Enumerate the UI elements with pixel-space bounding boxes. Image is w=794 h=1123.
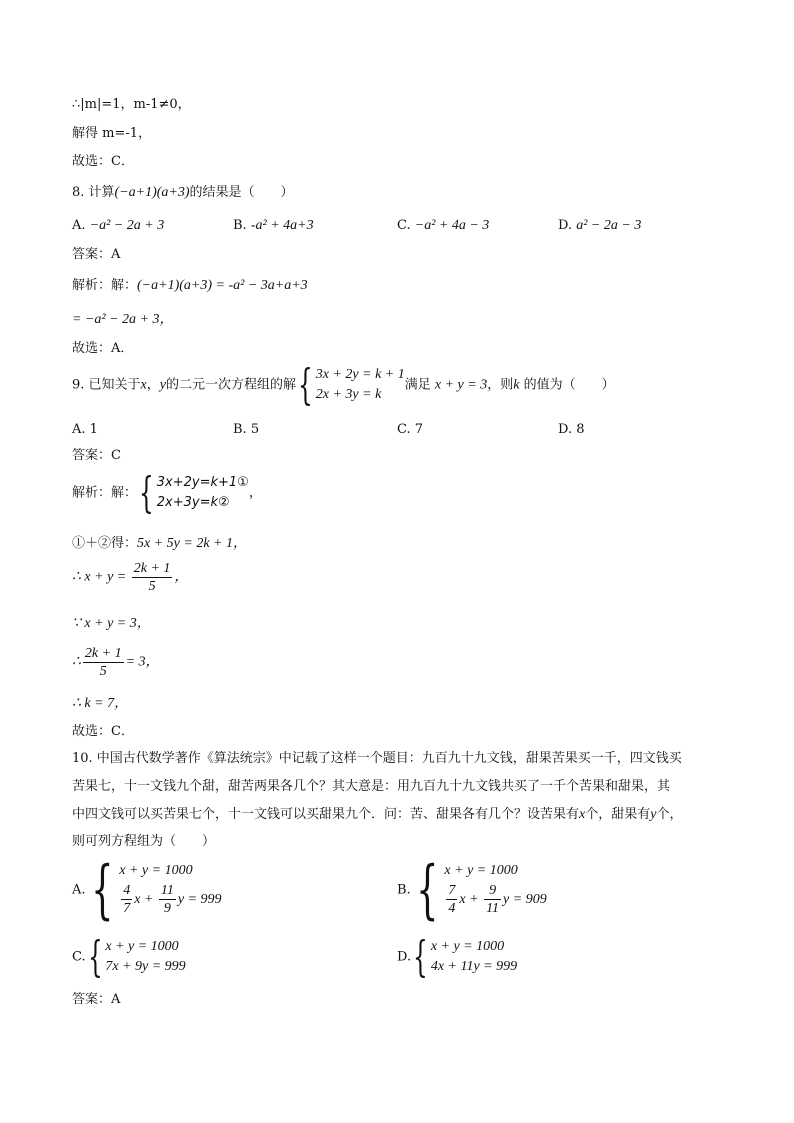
q10-stem-line4: 则可列方程组为（ ） bbox=[72, 834, 216, 849]
fraction bbox=[484, 882, 501, 917]
q10-stem-line2: 苦果七，十一文钱九个甜，甜苦两果各几个？其大意是：用九百九十九文钱共买了一千个苦果和甜果，其 bbox=[72, 779, 671, 794]
equation-2 bbox=[444, 881, 546, 919]
option-label: A. bbox=[72, 882, 86, 898]
q9-conclusion: 故选：C． bbox=[72, 724, 134, 739]
analysis-expression: (−a+1)(a+3) = -a² − 3a+a+3 bbox=[137, 278, 308, 293]
q8-analysis-step2: = −a² − 2a + 3， bbox=[72, 312, 174, 327]
q9-step-4 bbox=[72, 645, 160, 680]
option-label: B. bbox=[233, 218, 247, 233]
q9-equation-system bbox=[316, 365, 405, 405]
denominator: 5 bbox=[99, 664, 107, 679]
option-label: B. bbox=[233, 422, 247, 437]
prev-step-1: ∴|m|=1，m-1≠0， bbox=[72, 97, 191, 112]
q9-analysis: 解析：解：{ 3x+2y=k+1① 2x+3y=k② ， bbox=[72, 468, 262, 517]
equation-2: 7x + 9y = 999 bbox=[105, 959, 186, 974]
q8-expression: (−a+1)(a+3) bbox=[114, 185, 190, 200]
option-label: C. bbox=[397, 218, 411, 233]
q8-answer: 答案：A bbox=[72, 247, 121, 262]
analysis-system bbox=[157, 473, 249, 513]
option-label: A. bbox=[72, 422, 86, 437]
denominator: 4 bbox=[448, 901, 456, 917]
denominator: 5 bbox=[148, 579, 156, 594]
separator: ， bbox=[146, 377, 160, 393]
denominator: 9 bbox=[163, 901, 171, 917]
option-label: B. bbox=[397, 882, 411, 898]
var-k: k bbox=[513, 377, 520, 393]
term: y = 909 bbox=[503, 892, 547, 907]
numerator: 11 bbox=[160, 883, 174, 899]
step-suffix: = 3， bbox=[125, 654, 160, 670]
stem-text: 中四文钱可以买苦果七个，十一文钱可以买甜果九个．问：苦、甜果各有几个？设苦果有 bbox=[72, 807, 580, 822]
q10-answer: 答案：A bbox=[72, 992, 121, 1007]
option-expression: −a² + 4a − 3 bbox=[414, 218, 490, 233]
option-expression: −a² − 2a + 3 bbox=[89, 218, 165, 233]
equation-2: 2x + 3y = k bbox=[315, 387, 382, 402]
analysis-prefix: 解析：解： bbox=[72, 278, 138, 293]
var-x: x bbox=[140, 377, 147, 393]
term: x + bbox=[134, 892, 157, 907]
option-system bbox=[431, 937, 517, 977]
q8-stem-prefix: 8. 计算 bbox=[72, 185, 115, 200]
option-label: D. bbox=[558, 218, 573, 233]
q8-analysis bbox=[72, 277, 308, 295]
option-value: 8 bbox=[576, 422, 585, 437]
q9-stem-mid: 的二元一次方程组的解 bbox=[166, 377, 297, 393]
option-label: C. bbox=[72, 949, 86, 965]
equation-2: 4x + 11y = 999 bbox=[430, 959, 518, 974]
left-brace-icon: { bbox=[87, 932, 103, 981]
q9-step-2 bbox=[72, 560, 188, 595]
option-label: D. bbox=[397, 949, 412, 965]
equation-1: x + y = 1000 bbox=[119, 863, 193, 878]
q10-option-a[interactable] bbox=[72, 853, 222, 927]
q8-option-b[interactable] bbox=[233, 217, 314, 235]
numerator: 2k + 1 bbox=[133, 561, 171, 576]
q8-option-a[interactable] bbox=[72, 217, 164, 235]
q10-option-b[interactable] bbox=[397, 853, 547, 927]
prev-conclusion: 故选：C． bbox=[72, 154, 134, 169]
analysis-prefix: 解析：解： bbox=[72, 485, 138, 501]
term: x + bbox=[459, 892, 483, 907]
left-brace-icon: { bbox=[415, 853, 439, 927]
left-brace-icon: { bbox=[298, 360, 313, 409]
q9-option-d[interactable] bbox=[558, 421, 585, 439]
step-prefix: ∴ bbox=[72, 654, 81, 670]
option-system bbox=[444, 861, 546, 919]
q9-condition: x + y = 3 bbox=[434, 377, 488, 393]
q9-answer: 答案：C bbox=[72, 448, 121, 463]
q9-step-1 bbox=[72, 535, 247, 553]
equation-1: x + y = 1000 bbox=[430, 939, 505, 954]
var-y: y bbox=[650, 807, 657, 822]
left-brace-icon: { bbox=[139, 468, 154, 517]
q9-then: ，则 bbox=[487, 377, 514, 393]
option-label: D. bbox=[558, 422, 573, 437]
step-prefix: ①＋②得： bbox=[72, 536, 138, 551]
q9-stem-prefix: 9. 已知关于 bbox=[72, 377, 141, 393]
q10-stem-line3 bbox=[72, 806, 682, 824]
option-expression: a² − 2a − 3 bbox=[576, 218, 642, 233]
q10-option-c[interactable] bbox=[72, 932, 186, 981]
q8-stem bbox=[72, 184, 294, 202]
fraction bbox=[159, 882, 176, 917]
numerator: 2k + 1 bbox=[84, 646, 122, 661]
q9-satisfy: 满足 bbox=[404, 377, 431, 393]
stem-text: 个，甜果有 bbox=[585, 807, 651, 822]
equation-1: 3x+2y=k+1① bbox=[156, 475, 249, 490]
step-expression: 5x + 5y = 2k + 1， bbox=[137, 536, 247, 551]
left-brace-icon: { bbox=[413, 932, 428, 981]
q9-option-b[interactable] bbox=[233, 421, 259, 439]
q8-option-d[interactable] bbox=[558, 217, 641, 235]
stem-text: 个， bbox=[656, 807, 683, 822]
q9-step-3: ∵ x + y = 3， bbox=[72, 616, 151, 631]
equation-1: x + y = 1000 bbox=[444, 863, 518, 878]
option-value: 1 bbox=[89, 422, 98, 437]
step-suffix: ， bbox=[174, 569, 189, 585]
term: y = 999 bbox=[177, 892, 222, 907]
q10-option-d[interactable] bbox=[397, 932, 518, 981]
fraction bbox=[132, 560, 173, 595]
step-prefix: ∴ x + y = bbox=[72, 569, 130, 585]
prev-step-2: 解得 m=-1， bbox=[72, 126, 152, 141]
q9-option-a[interactable] bbox=[72, 421, 98, 439]
equation-1: x + y = 1000 bbox=[105, 939, 179, 954]
fraction bbox=[83, 645, 124, 680]
left-brace-icon: { bbox=[90, 853, 114, 927]
q8-option-c[interactable] bbox=[397, 217, 489, 235]
option-value: 7 bbox=[414, 422, 424, 437]
numerator: 4 bbox=[123, 883, 131, 899]
equation-2: 2x+3y=k② bbox=[156, 495, 230, 510]
numerator: 9 bbox=[484, 882, 501, 900]
equation-2 bbox=[119, 881, 221, 919]
option-expression: -a² + 4a+3 bbox=[250, 218, 314, 233]
var-y: y bbox=[159, 377, 166, 393]
var-x: x bbox=[579, 807, 586, 822]
q10-stem-line1: 10. 中国古代数学著作《算法统宗》中记载了这样一个题目：九百九十九文钱，甜果苦果买一千，四文钱买 bbox=[72, 751, 682, 766]
fraction bbox=[446, 882, 457, 917]
q8-conclusion: 故选：A． bbox=[72, 341, 134, 356]
option-system bbox=[105, 937, 185, 977]
q9-step-5: ∴ k = 7， bbox=[72, 696, 129, 711]
q9-stem-suffix: 的值为（ ） bbox=[523, 377, 615, 393]
equation-1: 3x + 2y = k + 1 bbox=[315, 367, 405, 382]
numerator: 7 bbox=[448, 883, 456, 899]
denominator: 7 bbox=[123, 901, 131, 917]
fraction bbox=[121, 882, 132, 917]
q9-option-c[interactable] bbox=[397, 421, 423, 439]
option-label: C. bbox=[397, 422, 411, 437]
option-label: A. bbox=[72, 218, 86, 233]
q8-stem-suffix: 的结果是（ ） bbox=[189, 185, 294, 200]
option-value: 5 bbox=[250, 422, 260, 437]
denominator: 11 bbox=[486, 901, 500, 917]
q9-stem bbox=[72, 360, 615, 409]
option-system bbox=[119, 861, 221, 919]
